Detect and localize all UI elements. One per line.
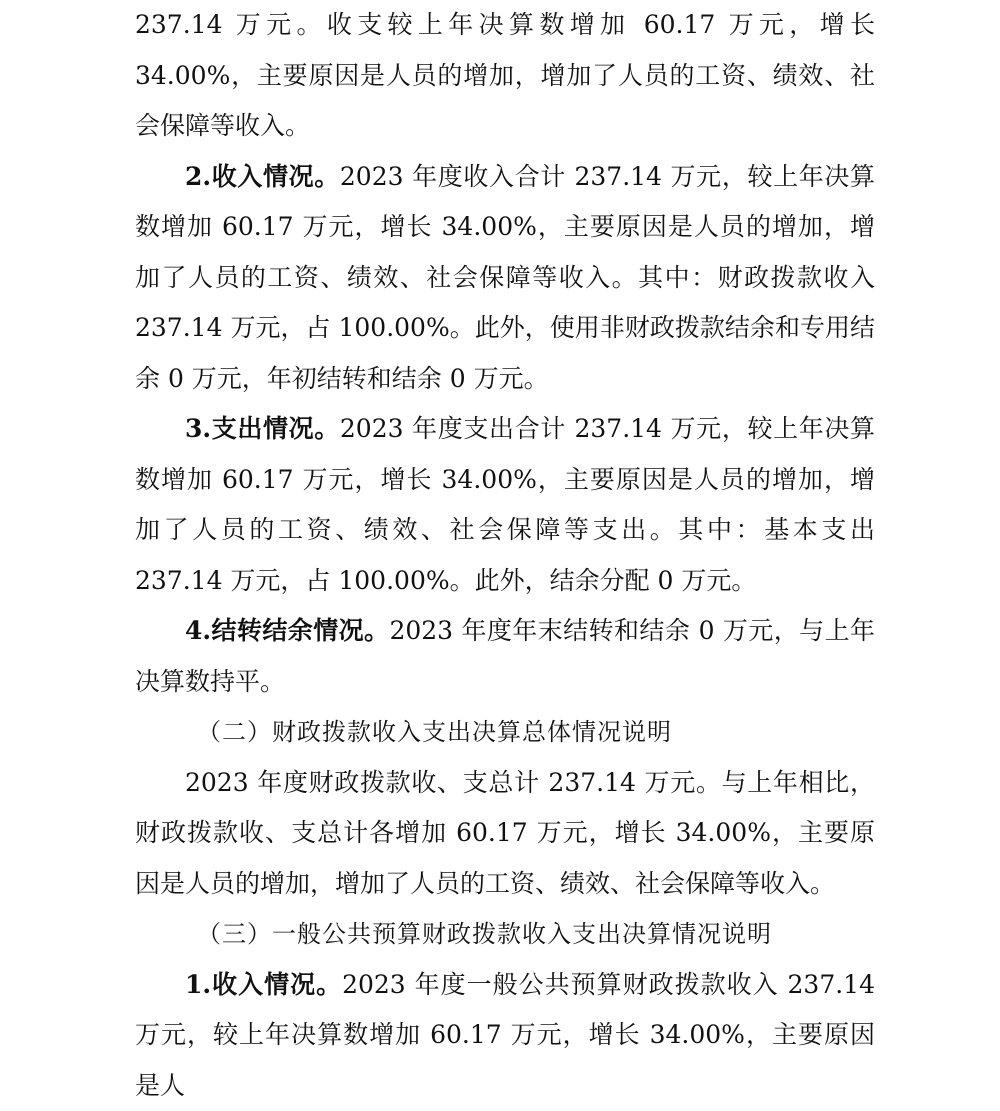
paragraph-heading: 3.支出情况。 <box>185 414 340 443</box>
section-heading-3 <box>197 909 875 960</box>
paragraph-income <box>135 152 875 405</box>
section-heading-text: （三）一般公共预算财政拨款收入支出决算情况说明 <box>197 920 772 948</box>
section-heading-text: （二）财政拨款收入支出决算总体情况说明 <box>197 718 672 746</box>
document-body <box>135 0 875 1111</box>
paragraph-expenditure <box>135 404 875 606</box>
paragraph-carryover <box>135 606 875 707</box>
paragraph-public-budget-income <box>135 960 875 1111</box>
paragraph-text: 2023 年度收入合计 237.14 万元，较上年决算数增加 60.17 万元，增长 34.00%，主要原因是人员的增加，增加了人员的工资、绩效、社会保障等收入。其中：财政拨款收入 237.14 万元，占 100.00%。此外，使用非财政拨款结余和专用结余 0 万元，年初结转和结余 0 万元。 <box>135 162 875 393</box>
paragraph-text: 2023 年度一般公共预算财政拨款收入 237.14 万元，较上年决算数增加 60.17 万元，增长 34.00%，主要原因是人 <box>135 970 875 1100</box>
paragraph-text: 237.14 万元。收支较上年决算数增加 60.17 万元，增长 34.00%，主要原因是人员的增加，增加了人员的工资、绩效、社会保障等收入。 <box>135 10 875 140</box>
paragraph-heading: 2.收入情况。 <box>185 162 340 191</box>
paragraph-text: 2023 年度财政拨款收、支总计 237.14 万元。与上年相比，财政拨款收、支总计各增加 60.17 万元，增长 34.00%，主要原因是人员的增加，增加了人员的工资、绩效、社会保障等收入。 <box>135 768 875 898</box>
paragraph-heading: 4.结转结余情况。 <box>185 616 389 645</box>
paragraph-text: 2023 年度支出合计 237.14 万元，较上年决算数增加 60.17 万元，增长 34.00%，主要原因是人员的增加，增加了人员的工资、绩效、社会保障等支出。其中：基本支出 237.14 万元，占 100.00%。此外，结余分配 0 万元。 <box>135 414 875 595</box>
paragraph-heading: 1.收入情况。 <box>185 970 342 999</box>
paragraph-text: 2023 年度年末结转和结余 0 万元，与上年决算数持平。 <box>135 616 875 696</box>
paragraph-fiscal-overview <box>135 758 875 910</box>
section-heading-2 <box>197 707 875 758</box>
paragraph-continuation <box>135 0 875 152</box>
